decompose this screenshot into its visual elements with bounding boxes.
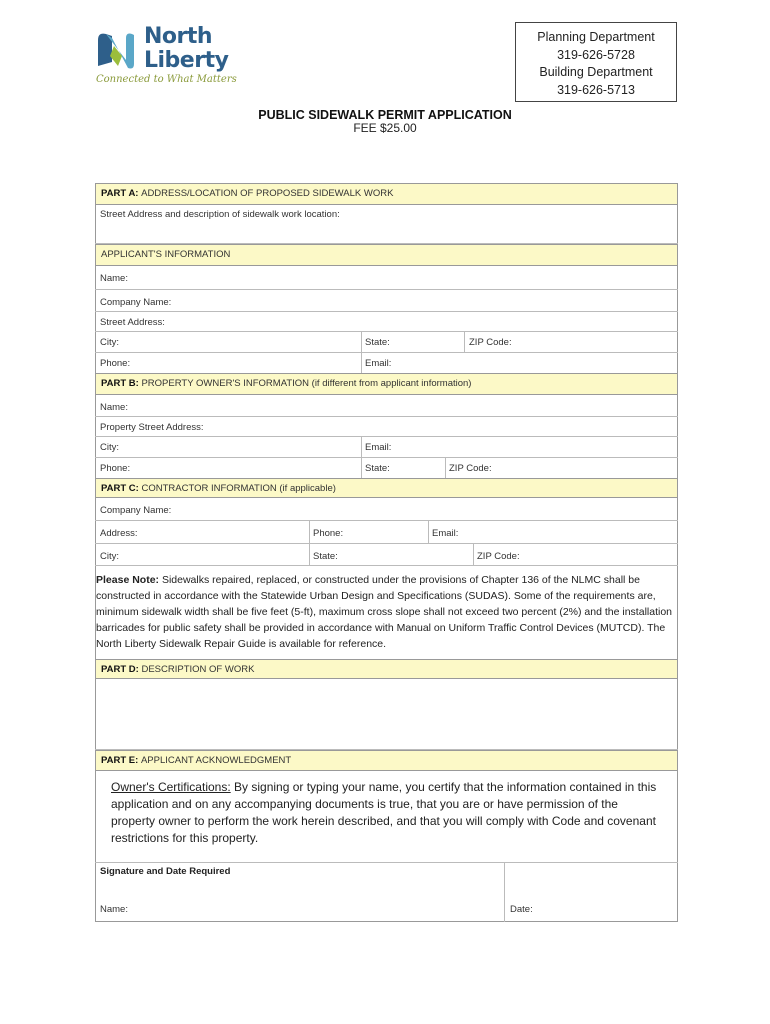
part-e-label: PART E: [101, 755, 139, 766]
street-description-label: Street Address and description of sidewalk work location: [100, 209, 340, 220]
divider [473, 544, 474, 565]
owner-street-field[interactable] [95, 417, 678, 437]
contact-box [515, 22, 677, 102]
fee-text: FEE $25.00 [353, 121, 417, 135]
applicant-phone-row [95, 353, 678, 373]
applicant-email-label[interactable]: Email: [365, 358, 392, 369]
applicant-street-field[interactable] [95, 312, 678, 332]
part-a-heading: ADDRESS/LOCATION OF PROPOSED SIDEWALK WORK [141, 188, 394, 199]
planning-dept-label: Planning Department [537, 30, 655, 44]
divider [361, 332, 362, 352]
applicant-city-row [95, 332, 678, 353]
contractor-company-field[interactable] [95, 498, 678, 521]
applicant-company-label: Company Name: [100, 297, 172, 308]
contractor-phone-label[interactable]: Phone: [313, 528, 344, 539]
divider [361, 437, 362, 457]
part-d-label: PART D: [101, 664, 139, 675]
part-d-heading: DESCRIPTION OF WORK [141, 664, 255, 675]
owner-name-field[interactable] [95, 395, 678, 417]
applicant-city-label[interactable]: City: [100, 337, 119, 348]
owner-phone-label[interactable]: Phone: [100, 463, 131, 474]
owner-city-row [95, 437, 678, 458]
part-b-heading: PROPERTY OWNER'S INFORMATION (if different from applicant information) [141, 378, 472, 389]
divider [361, 458, 362, 478]
planning-dept-phone: 319-626-5728 [557, 47, 635, 62]
please-note-paragraph [95, 566, 678, 659]
part-c-heading: CONTRACTOR INFORMATION (if applicable) [141, 483, 336, 494]
contractor-city-label[interactable]: City: [100, 551, 119, 562]
divider [445, 458, 446, 478]
logo-mark-icon [92, 26, 142, 76]
north-liberty-logo [92, 24, 237, 90]
signature-row [95, 863, 678, 922]
applicant-street-label: Street Address: [100, 317, 165, 328]
street-description-field[interactable] [95, 205, 678, 244]
owner-zip-label[interactable]: ZIP Code: [449, 463, 492, 474]
contractor-address-label[interactable]: Address: [100, 528, 138, 539]
part-e-header [95, 750, 678, 771]
contractor-email-label[interactable]: Email: [432, 528, 459, 539]
please-note-text: Sidewalks repaired, replaced, or constructed under the provisions of Chapter 136 of the NLMC shall be constructed in accordance with the Statewide Urban Design and Specifications (SUDAS). Some of the requirements are, minimum sidewalk width shall be five feet (5-ft), maximum cross slope shall not exceed two percent (2%) and the installation barricades for public safety shall be provided in accordance with Manual on Uniform Traffic Control Devices (MUTCD). The North Liberty Sidewalk Repair Guide is available for reference. [96, 574, 672, 650]
applicant-header [95, 244, 678, 266]
applicant-name-label: Name: [100, 273, 128, 284]
certification-label: Owner's Certifications: [111, 780, 231, 794]
signature-heading: Signature and Date Required [100, 866, 231, 877]
description-of-work-field[interactable] [95, 679, 678, 750]
page-title: PUBLIC SIDEWALK PERMIT APPLICATION [258, 108, 512, 122]
part-c-header [95, 478, 678, 498]
applicant-name-field[interactable] [95, 266, 678, 290]
divider [464, 332, 465, 352]
owner-email-label[interactable]: Email: [365, 442, 392, 453]
applicant-phone-label[interactable]: Phone: [100, 358, 131, 369]
logo-text-north: North [144, 24, 213, 49]
logo-text-liberty: Liberty [144, 48, 229, 73]
owner-certification-paragraph [95, 771, 678, 863]
applicant-zip-label[interactable]: ZIP Code: [469, 337, 512, 348]
certification-text: By signing or typing your name, you certify that the information contained in this application and on any accompanying documents is true, that you are or have permission of the property owner to perform the work herein described, and that you will comply with Code and covenant restrictions for this property. [111, 780, 657, 845]
part-a-header [95, 183, 678, 205]
contractor-city-row [95, 544, 678, 566]
part-a-label: PART A: [101, 188, 139, 199]
owner-street-label: Property Street Address: [100, 422, 204, 433]
contractor-address-row [95, 521, 678, 544]
signature-name-label[interactable]: Name: [100, 904, 128, 915]
owner-phone-row [95, 458, 678, 478]
please-note-label: Please Note: [96, 574, 160, 586]
divider [428, 521, 429, 543]
part-d-header [95, 659, 678, 679]
applicant-state-label[interactable]: State: [365, 337, 390, 348]
signature-date-label[interactable]: Date: [510, 904, 533, 915]
applicant-company-field[interactable] [95, 290, 678, 312]
divider [309, 521, 310, 543]
divider [504, 863, 505, 922]
contractor-company-label: Company Name: [100, 505, 172, 516]
part-c-label: PART C: [101, 483, 139, 494]
divider [309, 544, 310, 565]
logo-tagline: Connected to What Matters [96, 74, 237, 85]
applicant-heading: APPLICANT'S INFORMATION [101, 249, 231, 260]
owner-state-label[interactable]: State: [365, 463, 390, 474]
contractor-state-label[interactable]: State: [313, 551, 338, 562]
owner-city-label[interactable]: City: [100, 442, 119, 453]
part-b-header [95, 373, 678, 395]
divider [361, 353, 362, 373]
building-dept-phone: 319-626-5713 [557, 82, 635, 97]
owner-name-label: Name: [100, 402, 128, 413]
contractor-zip-label[interactable]: ZIP Code: [477, 551, 520, 562]
part-e-heading: APPLICANT ACKNOWLEDGMENT [140, 755, 292, 766]
part-b-label: PART B: [101, 378, 139, 389]
building-dept-label: Building Department [539, 65, 653, 79]
